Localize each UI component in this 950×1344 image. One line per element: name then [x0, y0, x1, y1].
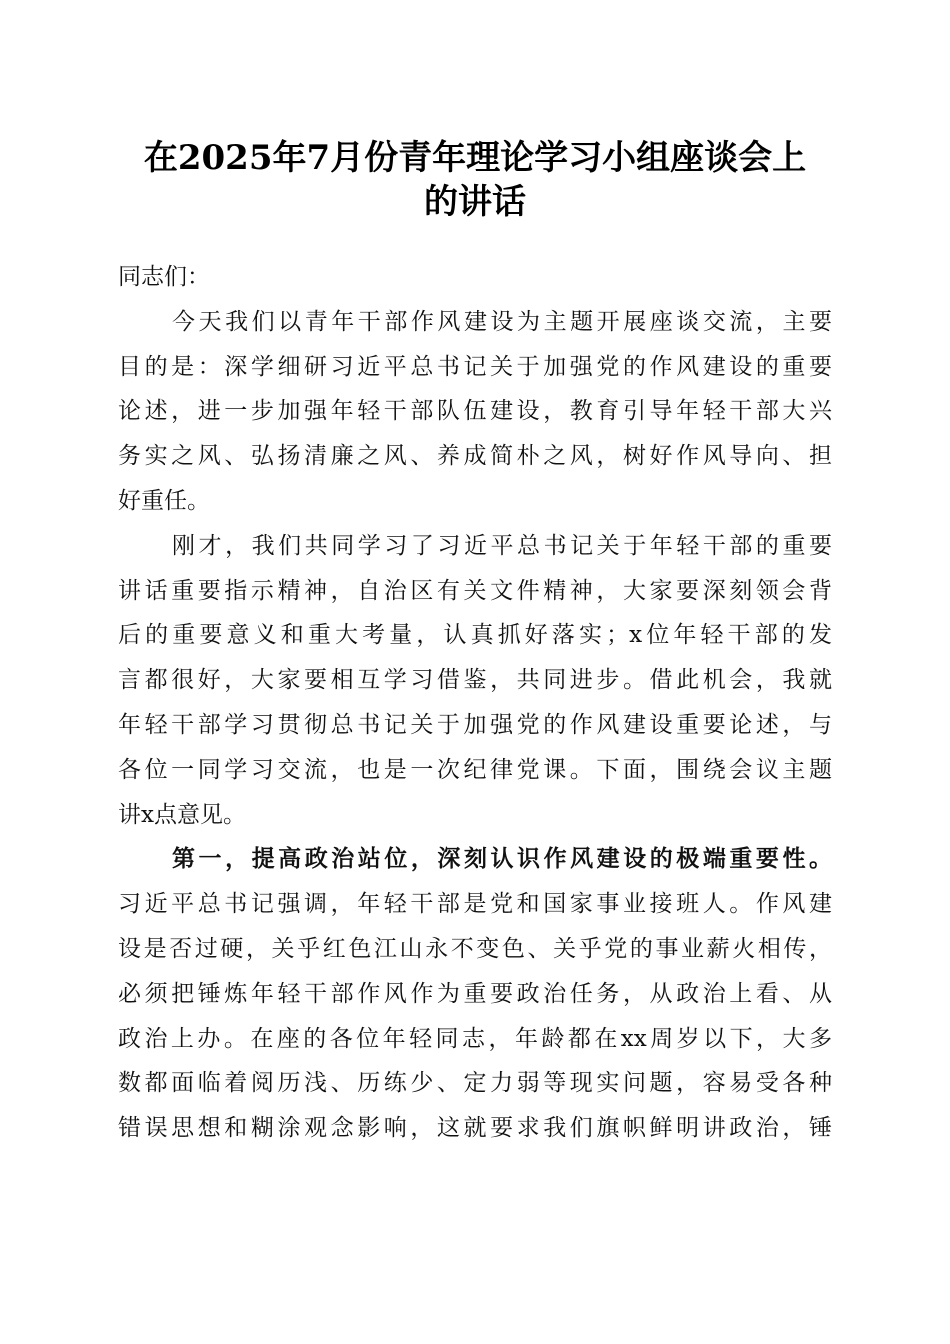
text-line: 今天我们以青年干部作风建设为主题开展座谈交流，主要 [172, 308, 832, 335]
section-heading: 第一，提高政治站位，深刻认识作风建设的极端重要性。 [172, 845, 832, 873]
text-line: 目的是：深学细研习近平总书记关于加强党的作风建设的重要 [118, 353, 832, 380]
paragraph-2 [118, 524, 832, 838]
text-line: 数都面临着阅历浅、历练少、定力弱等现实问题，容易受各种 [118, 1070, 832, 1097]
document-body [118, 255, 832, 1151]
document-title [118, 136, 832, 224]
text-line: 务实之风、弘扬清廉之风、养成简朴之风，树好作风导向、担 [118, 443, 832, 470]
text-line: 论述，进一步加强年轻干部队伍建设，教育引导年轻干部大兴 [118, 398, 832, 425]
text-line: 习近平总书记强调，年轻干部是党和国家事业接班人。作风建 [118, 891, 832, 918]
text-line: 设是否过硬，关乎红色江山永不变色、关乎党的事业薪火相传， [118, 935, 832, 962]
title-line-1: 在2025年7月份青年理论学习小组座谈会上 [143, 138, 807, 178]
text-line: 讲x点意见。 [118, 801, 246, 828]
paragraph-3 [118, 837, 832, 1151]
text-line: 后的重要意义和重大考量，认真抓好落实；x位年轻干部的发 [118, 622, 832, 649]
text-line: 年轻干部学习贯彻总书记关于加强党的作风建设重要论述，与 [118, 711, 832, 738]
text-line: 言都很好，大家要相互学习借鉴，共同进步。借此机会，我就 [118, 667, 832, 694]
text-line: 讲话重要指示精神，自治区有关文件精神，大家要深刻领会背 [118, 577, 832, 604]
text-line: 刚才，我们共同学习了习近平总书记关于年轻干部的重要 [172, 532, 832, 559]
text-line: 必须把锤炼年轻干部作风作为重要政治任务，从政治上看、从 [118, 980, 832, 1007]
text-line: 政治上办。在座的各位年轻同志，年龄都在xx周岁以下，大多 [118, 1025, 832, 1052]
title-line-2: 的讲话 [424, 182, 526, 222]
text-line: 各位一同学习交流，也是一次纪律党课。下面，围绕会议主题 [118, 756, 832, 783]
salutation: 同志们： [118, 264, 210, 290]
paragraph-1 [118, 300, 832, 524]
text-line: 好重任。 [118, 487, 210, 514]
text-line: 错误思想和糊涂观念影响，这就要求我们旗帜鲜明讲政治，锤 [118, 1115, 832, 1142]
